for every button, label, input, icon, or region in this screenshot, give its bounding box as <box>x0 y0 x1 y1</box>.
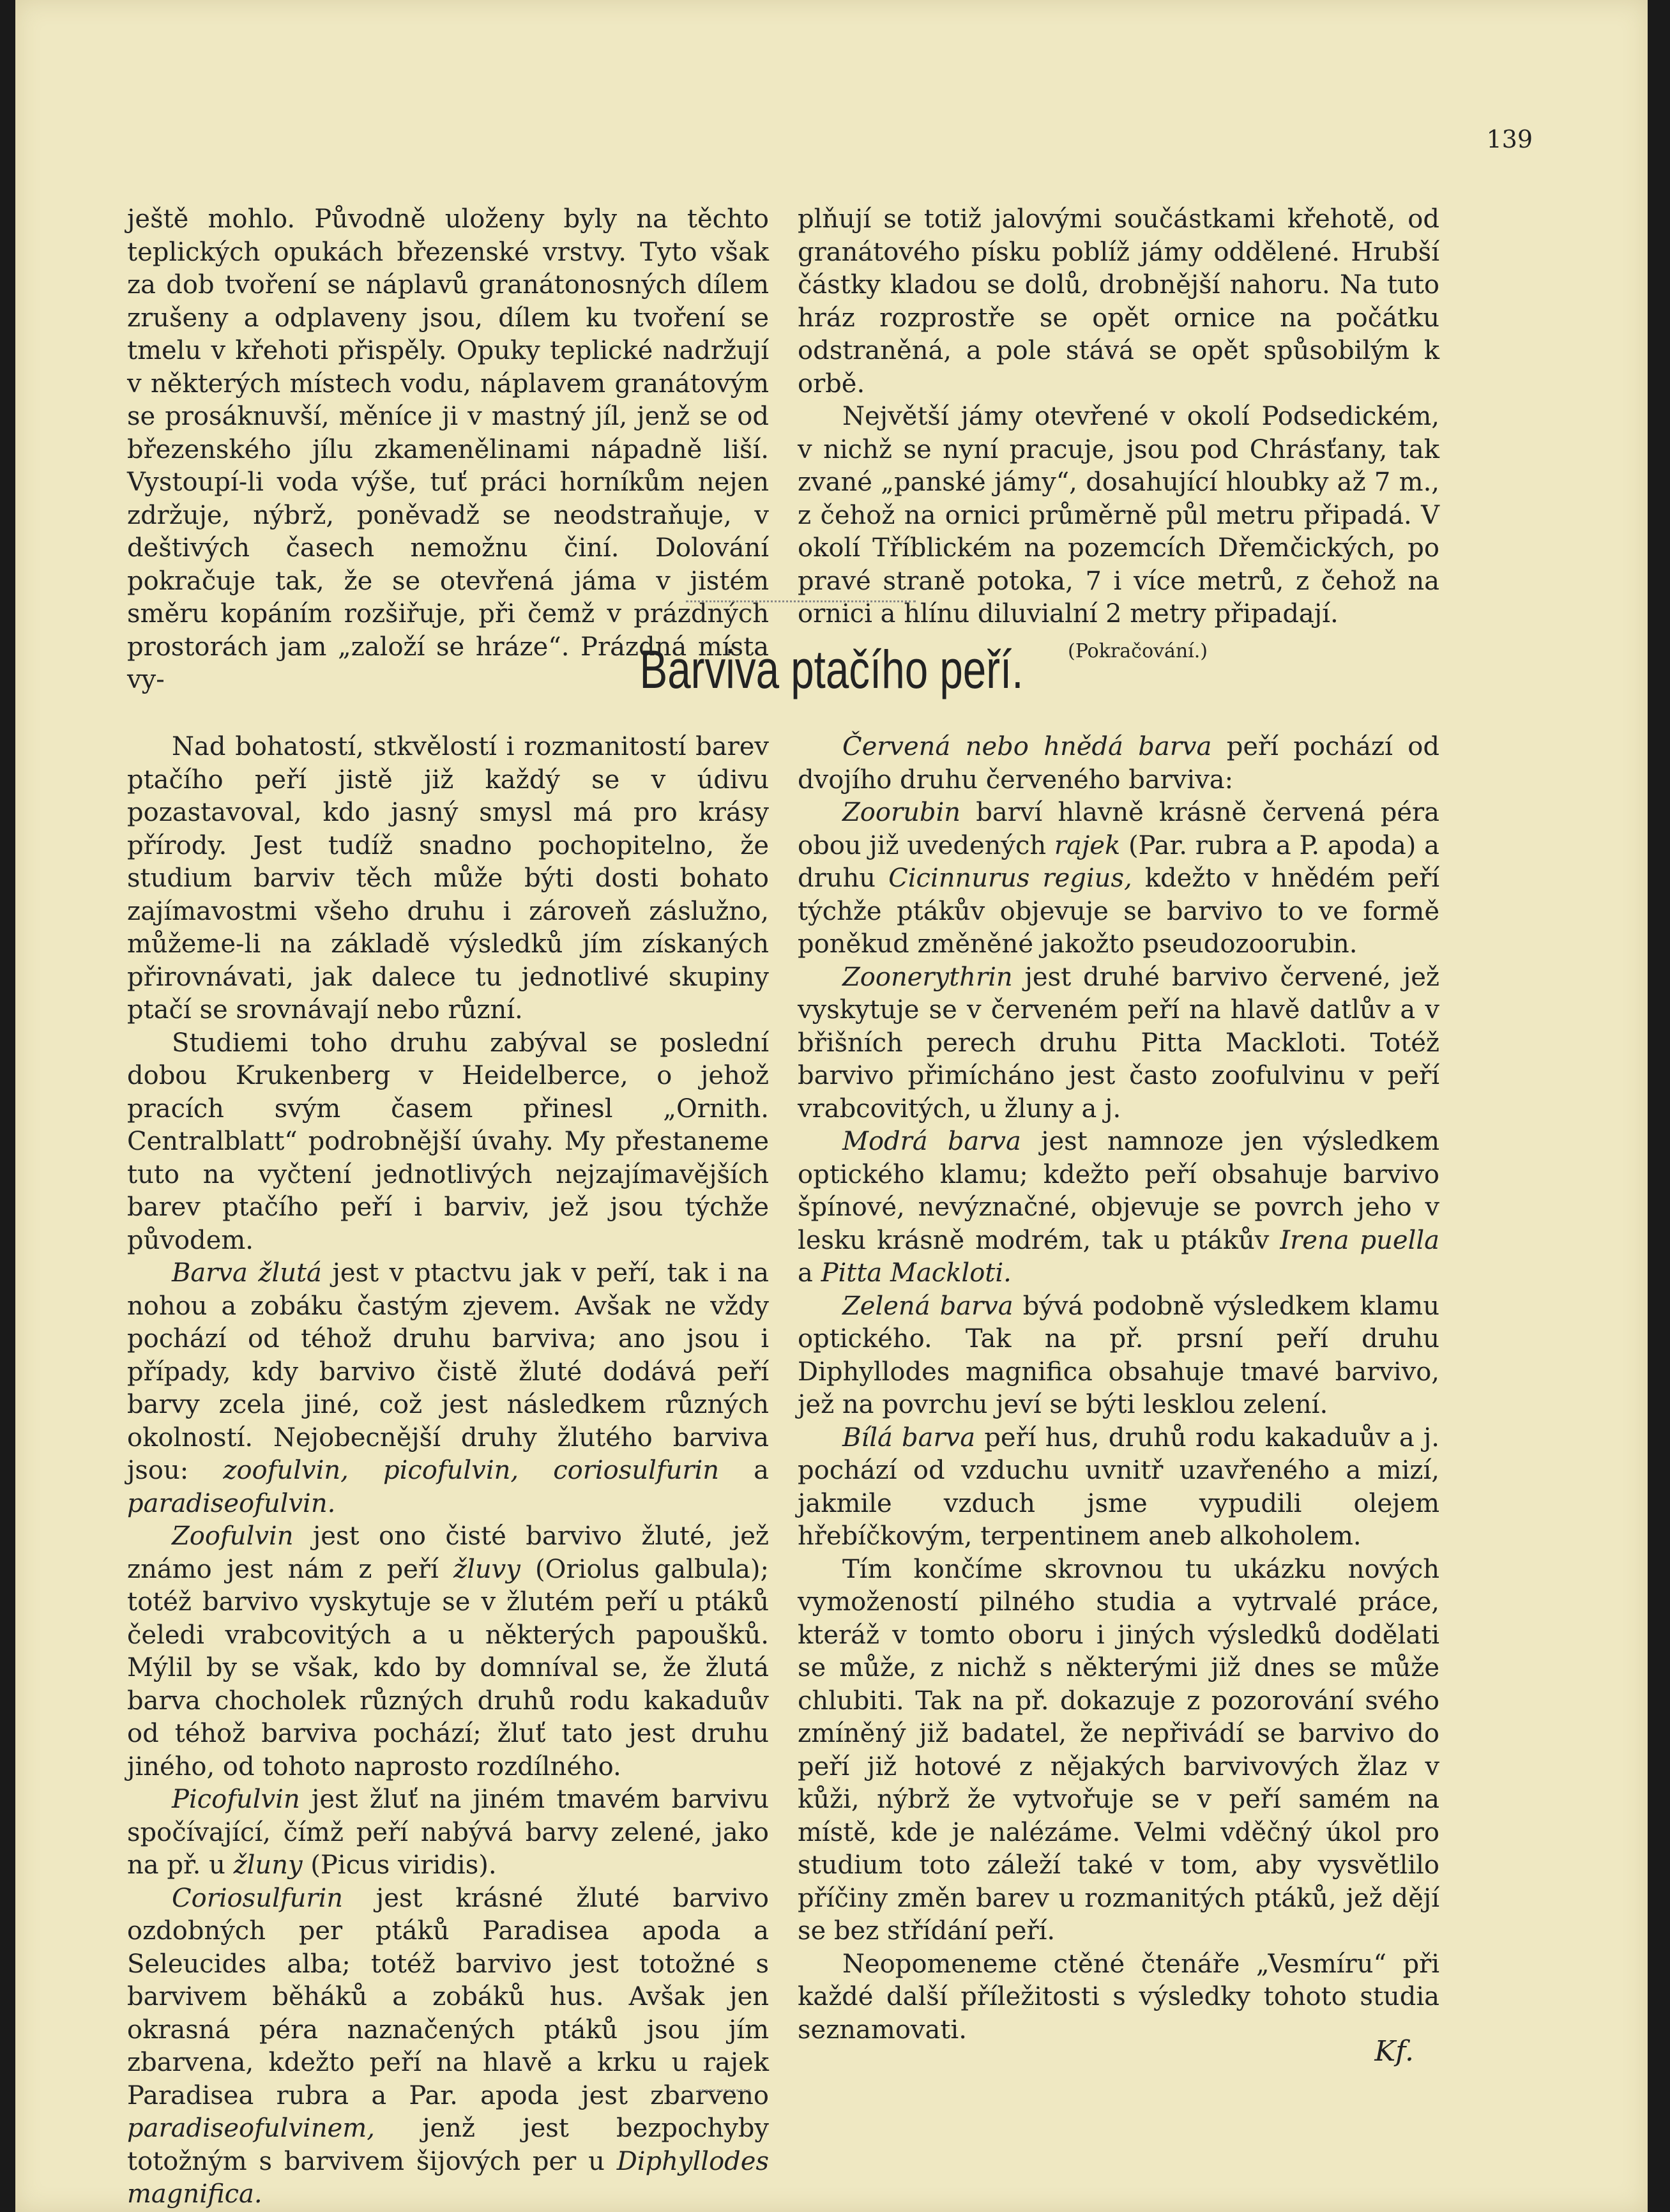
paragraph: Zelená barva bývá podobně výsledkem klamu optického. Tak na př. prsní peří druhu Diphyllodes magnifica obsahuje tmavé barvivo, jež na povrchu jeví se býti lesklou zelení. <box>798 1291 1439 1419</box>
end-divider <box>699 2086 750 2091</box>
paragraph: Modrá barva jest namnoze jen výsledkem optického klamu; kdežto peří obsahuje barvivo špínové, nevýznačné, objevuje se povrch jeho v lesku krásně modrém, tak u ptákův Irena puella a Pitta Mackloti. <box>798 1127 1439 1288</box>
paragraph: Červená nebo hnědá barva peří pochází od dvojího druhu červeného barviva: <box>798 732 1439 795</box>
paragraph: ještě mohlo. Původně uloženy byly na těchto teplických opukách březenské vrstvy. Tyto však za dob tvoření se náplavů granátonosných dílem zrušeny a odplaveny jsou, dílem ku tvoření se tmelu v křehoti přispěly. Opuky teplické nadržují v některých místech vodu, náplavem granátovým se prosáknuvší, měníce ji v mastný jíl, jenž se od březenského jílu zkamenělinami nápadně liší. Vystoupí-li voda výše, tuť práci horníkům nejen zdržuje, nýbrž, poněvadž se neodstraňuje, v deštivých časech nemožnu činí. Dolování pokračuje tak, že se otevřená jáma v jistém směru kopáním rozšiřuje, při čemž v prázdných prostorách jam „založí se hráze“. Prázdná místa vy- <box>127 204 769 694</box>
article-left-column <box>127 731 769 2211</box>
article-right-column <box>798 731 1439 2068</box>
author-signature: Kf. <box>1374 2035 1414 2068</box>
paragraph: Neopomeneme ctěné čtenáře „Vesmíru“ při každé další příležitosti s výsledky tohoto studia seznamovati. <box>798 1949 1439 2045</box>
paragraph: Zoonerythrin jest druhé barvivo červené, jež vyskytuje se v červeném peří na hlavě datlův a v břišních perech druhu Pitta Mackloti. Totéž barvivo přimícháno jest často zoofulvinu v peří vrabcovitých, u žluny a j. <box>798 962 1439 1124</box>
paragraph: Největší jámy otevřené v okolí Podsedickém, v nichž se nyní pracuje, jsou pod Chrásťany, tak zvané „panské jámy“, dosahující hloubky až 7 m., z čehož na ornici průměrně půl metru připadá. V okolí Tříblickém na pozemcích Dřemčických, po pravé straně potoka, 7 i více metrů, z čehož na ornici a hlínu diluvialní 2 metry připadají. <box>798 402 1439 629</box>
article-title: Barviva ptačího peří. <box>639 639 1024 699</box>
paragraph: Tím končíme skrovnou tu ukázku nových vymožeností pilného studia a vytrvalé práce, kteráž v tomto oboru i jiných výsledků dodělati se může, z nichž s některými již dnes se může chlubiti. Tak na př. dokazuje z pozorování svého zmíněný již badatel, že nepřivádí se barvivo do peří již hotové z nějakých barvivových žlaz v kůži, nýbrž že vytvořuje se v peří samém na místě, kde je nalézáme. Velmi vděčný úkol pro studium toto záleží také v tom, aby vysvětlilo příčiny změn barev u rozmanitých ptáků, jež dějí se bez střídání peří. <box>798 1554 1439 1946</box>
page-number: 139 <box>1486 125 1533 153</box>
previous-article-left-column <box>127 203 769 697</box>
paragraph: Studiemi toho druhu zabýval se poslední dobou Krukenberg v Heidelberce, o jehož pracích svým časem přinesl „Ornith. Centralblatt“ podrobnější úvahy. My přestaneme tuto na vyčtení jednotlivých nejzajímavějších barev ptačího peří i barviv, jež jsou týchže původem. <box>127 1028 769 1255</box>
paragraph: Coriosulfurin jest krásné žluté barvivo ozdobných per ptáků Paradisea apoda a Seleucides alba; totéž barvivo jest totožné s barvivem běháků a zobáků hus. Avšak jen okrasná péra naznačených ptáků jsou jím zbarvena, kdežto peří na hlavě a krku u rajek Paradisea rubra a Par. apoda jest zbarveno paradiseofulvinem, jenž jest bezpochyby totožným s barvivem šijových per u Diphyllodes magnifica. <box>127 1883 769 2209</box>
journal-page <box>15 0 1648 2212</box>
paragraph: Zoofulvin jest ono čisté barvivo žluté, jež známo jest nám z peří žluvy (Oriolus galbula); totéž barvivo vyskytuje se v žlutém peří u ptáků čeledi vrabcovitých a u některých papoušků. Mýlil by se však, kdo by domníval se, že žlutá barva chocholek různých druhů rodu kakaduův od téhož barviva pochází; žluť tato jest druhu jiného, od tohoto naprosto rozdílného. <box>127 1522 769 1781</box>
paragraph: Zoorubin barví hlavně krásně červená péra obou již uvedených rajek (Par. rubra a P. apoda) a druhu Cicinnurus regius, kdežto v hnědém peří týchže ptákův objevuje se barvivo to ve formě poněkud změněné jakožto pseudozoorubin. <box>798 798 1439 959</box>
paragraph: plňují se totiž jalovými součástkami křehotě, od granátového písku poblíž jámy oddělené. Hrubší částky kladou se dolů, drobnější nahoru. Na tuto hráz rozprostře se opět ornice na počátku odstraněná, a pole stává se opět spůsobilým k orbě. <box>798 204 1439 399</box>
paragraph: Bílá barva peří hus, druhů rodu kakaduův a j. pochází od vzduchu uvnitř uzavřeného a mizí, jakmile vzduch jsme vypudili olejem hřebíčkovým, terpentinem aneb alkoholem. <box>798 1423 1440 1551</box>
section-divider <box>686 594 916 602</box>
continued-note: (Pokračování.) <box>1068 639 1208 662</box>
paragraph: Picofulvin jest žluť na jiném tmavém barvivu spočívající, čímž peří nabývá barvy zelené, jako na př. u žluny (Picus viridis). <box>127 1785 769 1880</box>
paragraph: Nad bohatostí, stkvělostí i rozmanitostí barev ptačího peří jistě již každý se v údivu pozastavoval, kdo jasný smysl má pro krásy přírody. Jest tudíž snadno pochopitelno, že studium barviv těch může býti dosti bohato zajímavostmi všeho druhu i zároveň záslužno, můžeme-li na základě výsledků jím získaných přirovnávati, jak dalece tu jednotlivé skupiny ptačí se srovnávají nebo různí. <box>127 732 769 1025</box>
paragraph: Barva žlutá jest v ptactvu jak v peří, tak i na nohou a zobáku častým zjevem. Avšak ne vždy pochází od téhož druhu barviva; ano jsou i případy, kdy barvivo čistě žluté dodává peří barvy zcela jiné, což jest následkem různých okolností. Nejobecnější druhy žlutého barviva jsou: zoofulvin, picofulvin, coriosulfurin a paradiseofulvin. <box>127 1258 770 1518</box>
